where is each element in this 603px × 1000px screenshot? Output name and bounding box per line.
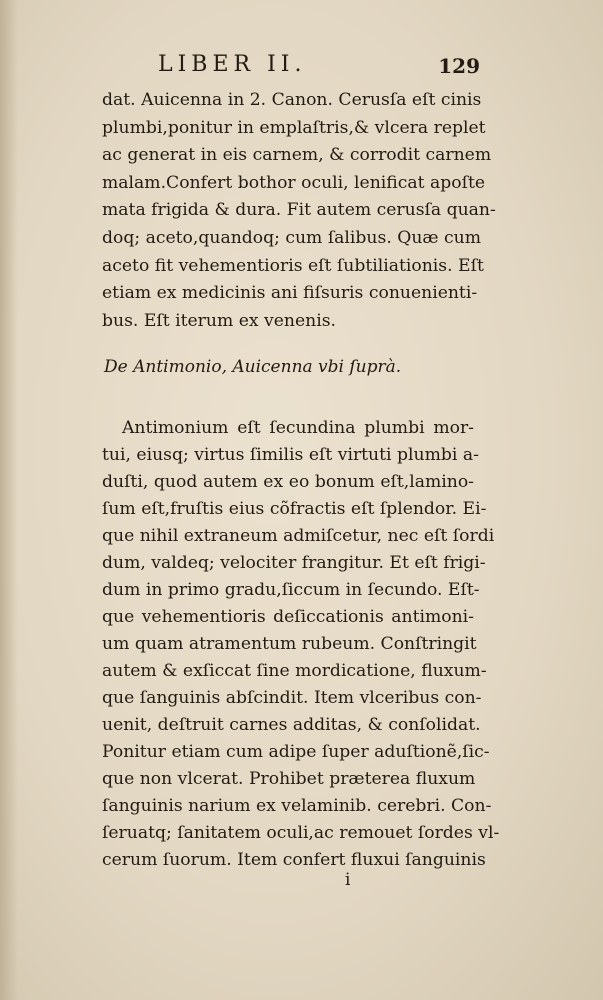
section-heading: De Antimonio, Auicenna vbi ſuprà. [104, 357, 402, 377]
text-line: ſeruatq; ſanitatem oculi,ac remouet ſordes vl- [102, 823, 500, 843]
text-line: tui, eiusq; virtus ſimilis eſt virtuti plumbi a- [102, 445, 479, 465]
running-title: LIBER II. [158, 52, 307, 77]
text-line: ſum eſt,fruſtis eius cõfractis eſt ſplendor. Ei- [102, 499, 487, 519]
text-line: Antimonium eſt ſecundina plumbi mor- [122, 418, 474, 438]
text-line: ſanguinis narium ex velaminib. cerebri. Con- [102, 796, 492, 816]
text-line: dum in primo gradu,ſiccum in ſecundo. Eſt- [102, 580, 480, 600]
text-line: que vehementioris deſiccationis antimoni- [102, 607, 474, 627]
text-line: que nihil extraneum admiſcetur, nec eſt ſordi [102, 526, 495, 546]
text-line: que ſanguinis abſcindit. Item vlceribus con- [102, 688, 482, 708]
text-line: Ponitur etiam cum adipe ſuper aduſtionẽ,ſic- [102, 742, 490, 762]
signature-mark: i [345, 870, 351, 890]
text-line: doq; aceto,quandoq; cum ſalibus. Quæ cum [102, 228, 482, 248]
text-line: um quam atramentum rubeum. Conſtringit [102, 634, 477, 654]
text-line: aceto fit vehementioris eſt ſubtiliationis. Eſt [102, 255, 484, 276]
text-line: plumbi,ponitur in emplaſtris,& vlcera replet [102, 117, 486, 138]
text-line: uenit, deſtruit carnes additas, & conſolidat. [102, 715, 481, 735]
text-line: mata frigida & dura. Fit autem cerusſa quan- [102, 200, 496, 221]
text-line: etiam ex medicinis ani fiſsuris conuenienti- [102, 283, 478, 304]
text-line: dum, valdeq; velociter frangitur. Et eſt frigi- [102, 553, 486, 573]
text-line: que non vlcerat. Prohibet præterea fluxum [102, 769, 476, 789]
text-line: cerum ſuorum. Item confert fluxui ſanguinis [102, 850, 486, 870]
text-line: malam.Confert bothor oculi, lenificat apoſte [102, 172, 486, 193]
text-line: dat. Auicenna in 2. Canon. Cerusſa eſt cinis [102, 90, 482, 110]
page-number: 129 [438, 54, 480, 78]
text-line: bus. Eſt iterum ex venenis. [102, 310, 337, 331]
text-line: duſti, quod autem ex eo bonum eſt,lamino- [102, 472, 474, 492]
text-line: ac generat in eis carnem, & corrodit carnem [102, 145, 492, 166]
page-header [100, 52, 480, 82]
text-line: autem & exſiccat ſine mordicatione, fluxum- [102, 661, 487, 681]
